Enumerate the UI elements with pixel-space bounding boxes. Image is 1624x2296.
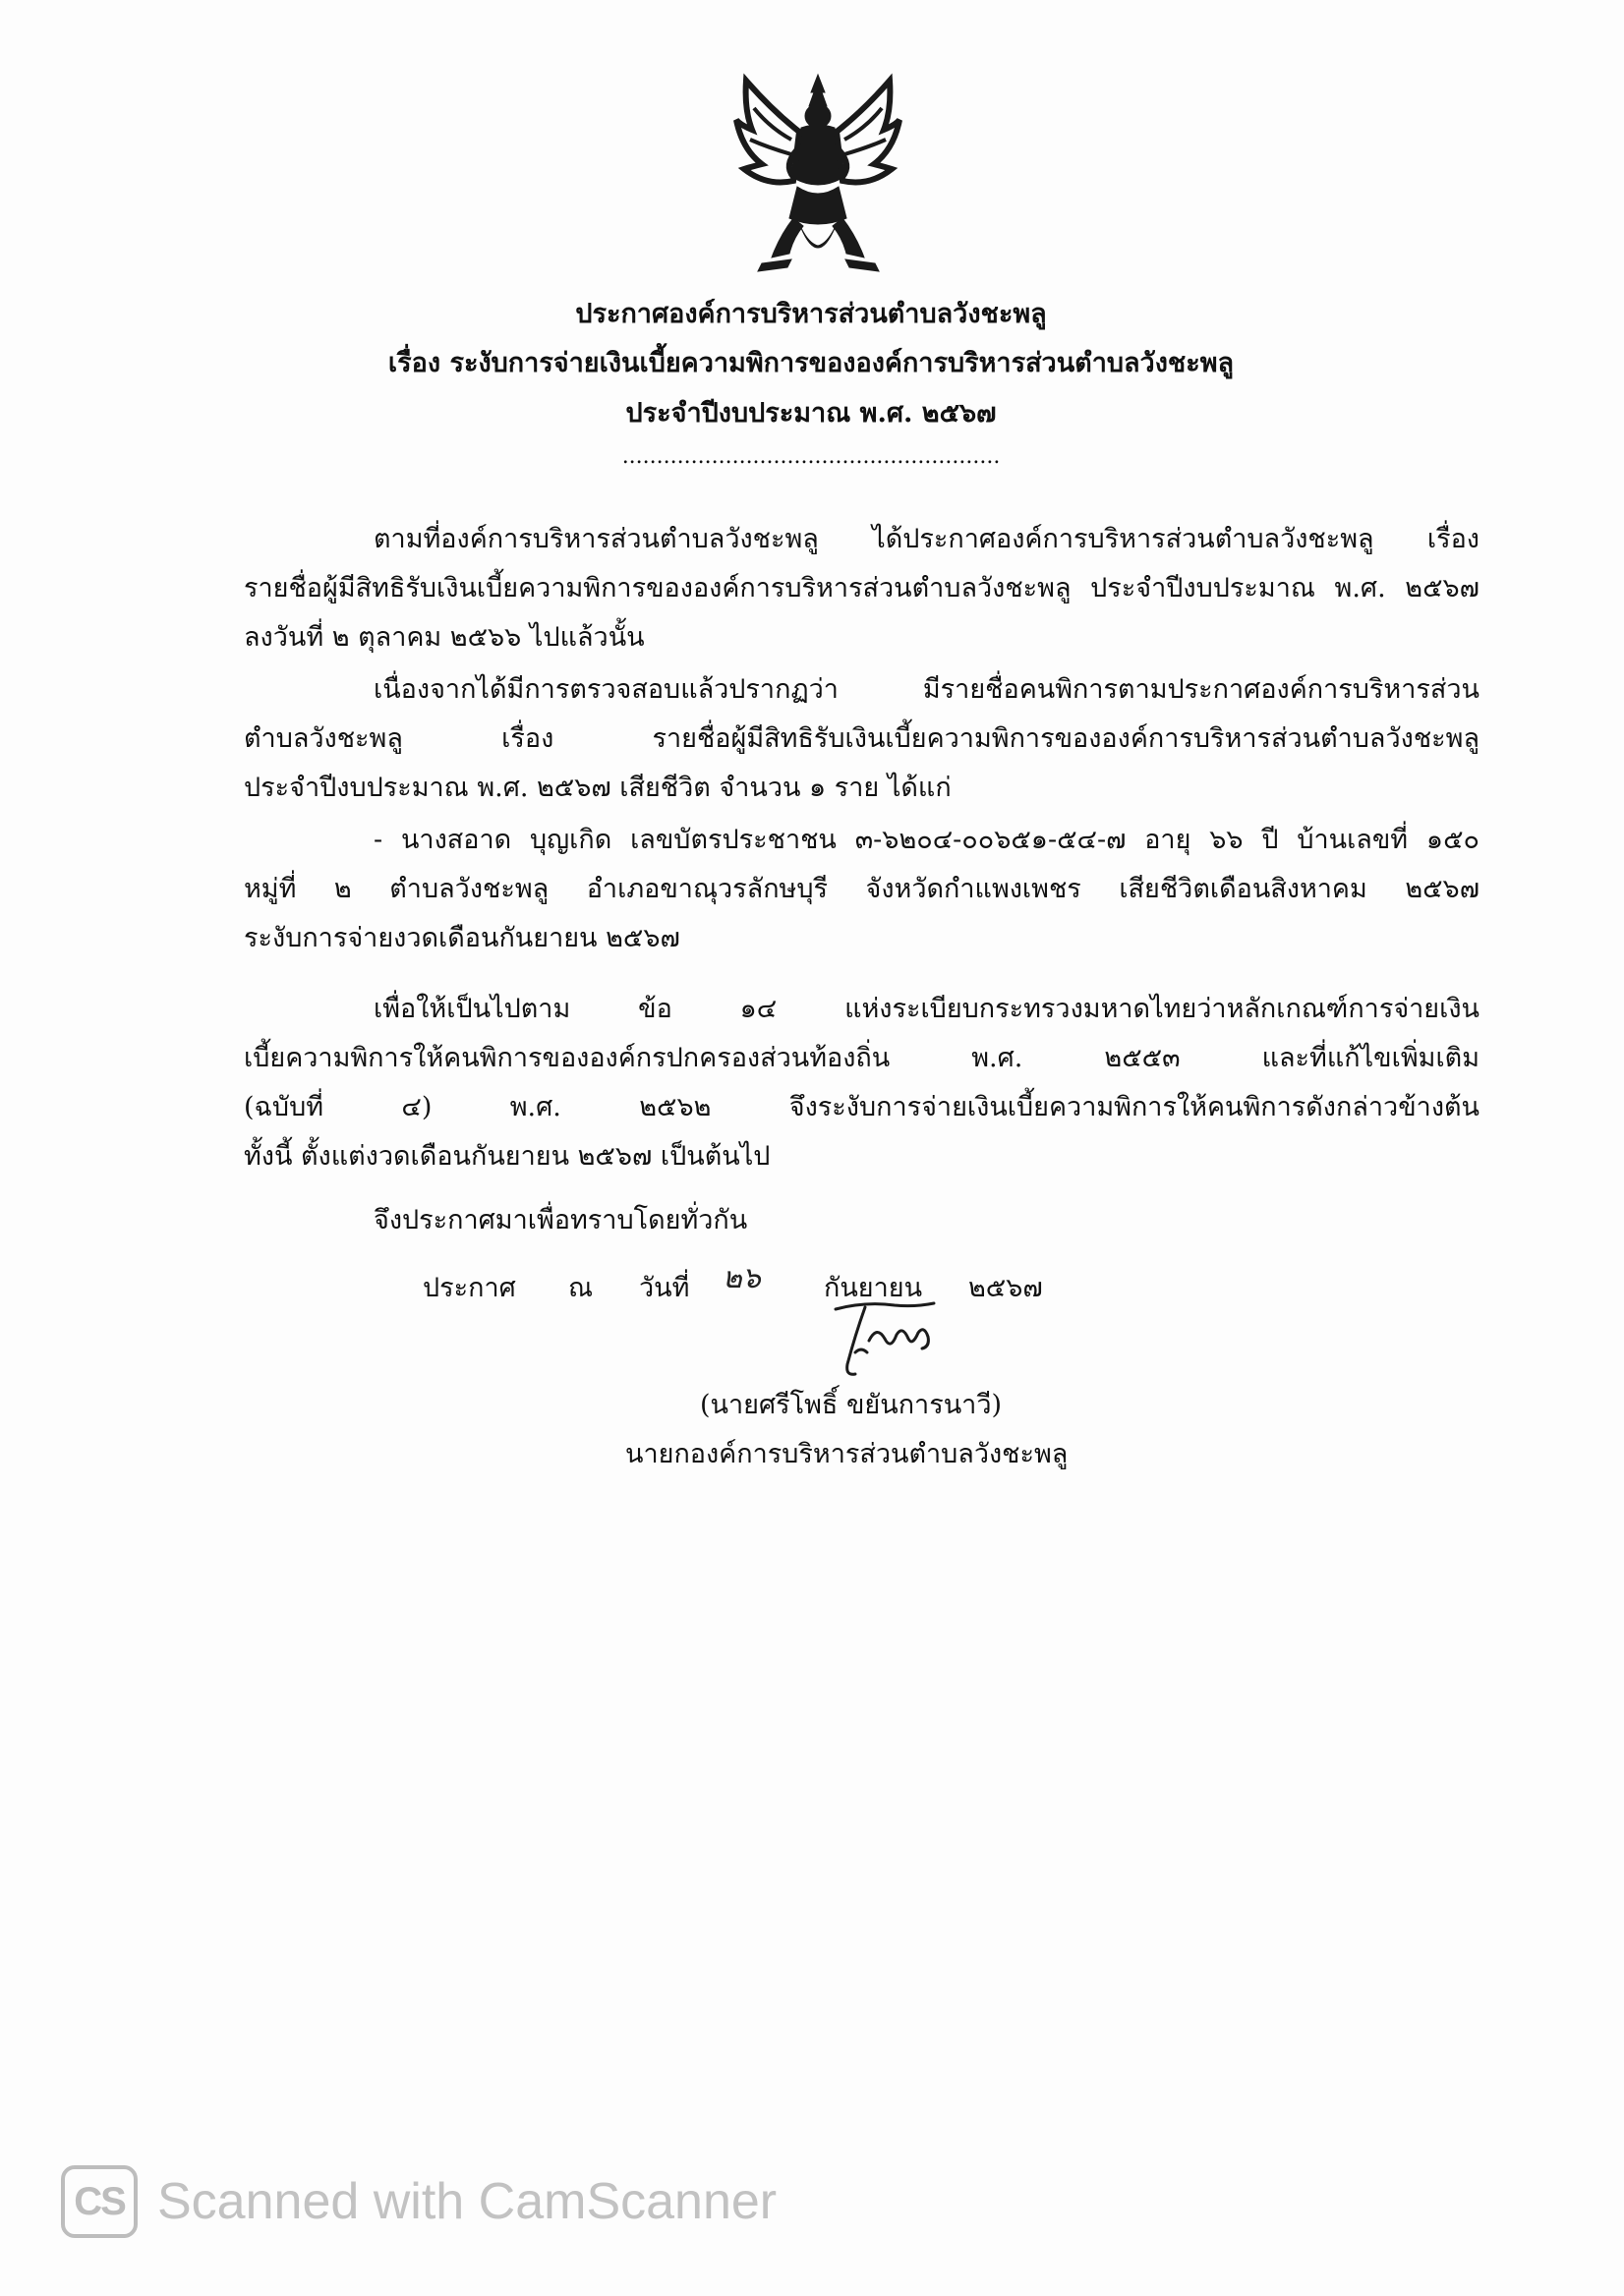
announce-month: กันยายน xyxy=(824,1273,923,1303)
document-subject: เรื่อง ระงับการจ่ายเงินเบี้ยความพิการขององค์การบริหารส่วนตำบลวังชะพลู xyxy=(387,348,1235,378)
announce-at: ณ xyxy=(568,1273,594,1303)
handwritten-signature xyxy=(826,1295,954,1384)
body-line-10: เพื่อให้เป็นไปตาม ข้อ ๑๔ แห่งระเบียบกระทรวงมหาดไทยว่าหลักเกณฑ์การจ่ายเงิน xyxy=(374,994,1479,1024)
signer-position: นายกองค์การบริหารส่วนตำบลวังชะพลู xyxy=(625,1439,1069,1469)
announce-day-label: วันที่ xyxy=(639,1273,690,1303)
body-line-8: หมู่ที่ ๒ ตำบลวังชะพลู อำเภอขาณุวรลักษบุรี จังหวัดกำแพงเพชร เสียชีวิตเดือนสิงหาคม ๒๕๖๗ xyxy=(244,874,1479,904)
body-line-12: (ฉบับที่ ๔) พ.ศ. ๒๕๖๒ จึงระงับการจ่ายเงินเบี้ยความพิการให้คนพิการดังกล่าวข้างต้น xyxy=(244,1092,1479,1122)
separator-dots: ....................................................... xyxy=(621,444,1001,469)
camscanner-logo-icon: CS xyxy=(61,2165,138,2238)
body-line-1: ตามที่องค์การบริหารส่วนตำบลวังชะพลู ได้ประกาศองค์การบริหารส่วนตำบลวังชะพลู เรื่อง xyxy=(374,524,1479,554)
garuda-emblem xyxy=(732,71,904,277)
body-line-4: เนื่องจากได้มีการตรวจสอบแล้วปรากฏว่า มีรายชื่อคนพิการตามประกาศองค์การบริหารส่วน xyxy=(374,674,1479,705)
signer-name: (นายศรีโพธิ์ ขยันการนาวี) xyxy=(700,1390,1003,1420)
camscanner-watermark xyxy=(61,2162,777,2241)
closing-line: จึงประกาศมาเพื่อทราบโดยทั่วกัน xyxy=(374,1205,748,1235)
body-line-2: รายชื่อผู้มีสิทธิรับเงินเบี้ยความพิการขององค์การบริหารส่วนตำบลวังชะพลู ประจำปีงบประมาณ พ.ศ. ๒๕๖๗ xyxy=(244,573,1479,603)
body-line-3: ลงวันที่ ๒ ตุลาคม ๒๕๖๖ ไปแล้วนั้น xyxy=(244,622,645,653)
document-title: ประกาศองค์การบริหารส่วนตำบลวังชะพลู xyxy=(575,299,1047,329)
body-line-13: ทั้งนี้ ตั้งแต่งวดเดือนกันยายน ๒๕๖๗ เป็นต้นไป xyxy=(244,1141,771,1172)
body-line-5: ตำบลวังชะพลู เรื่อง รายชื่อผู้มีสิทธิรับเงินเบี้ยความพิการขององค์การบริหารส่วนตำบลวังชะพลู xyxy=(244,723,1479,754)
body-line-7: - นางสอาด บุญเกิด เลขบัตรประชาชน ๓-๖๒๐๔-๐๐๖๕๑-๕๔-๗ อายุ ๖๖ ปี บ้านเลขที่ ๑๕๐ xyxy=(374,825,1479,855)
camscanner-text: Scanned with CamScanner xyxy=(157,2173,778,2230)
body-line-9: ระงับการจ่ายงวดเดือนกันยายน ๒๕๖๗ xyxy=(244,923,680,953)
announce-year: ๒๕๖๗ xyxy=(968,1273,1043,1303)
body-line-6: ประจำปีงบประมาณ พ.ศ. ๒๕๖๗ เสียชีวิต จำนวน ๑ ราย ได้แก่ xyxy=(244,773,952,803)
announce-label: ประกาศ xyxy=(423,1273,516,1303)
announce-day-handwritten: ๒๖ xyxy=(723,1261,761,1295)
fiscal-year: ประจำปีงบประมาณ พ.ศ. ๒๕๖๗ xyxy=(625,398,997,429)
body-line-11: เบี้ยความพิการให้คนพิการขององค์กรปกครองส่วนท้องถิ่น พ.ศ. ๒๕๕๓ และที่แก้ไขเพิ่มเติม xyxy=(244,1043,1479,1073)
